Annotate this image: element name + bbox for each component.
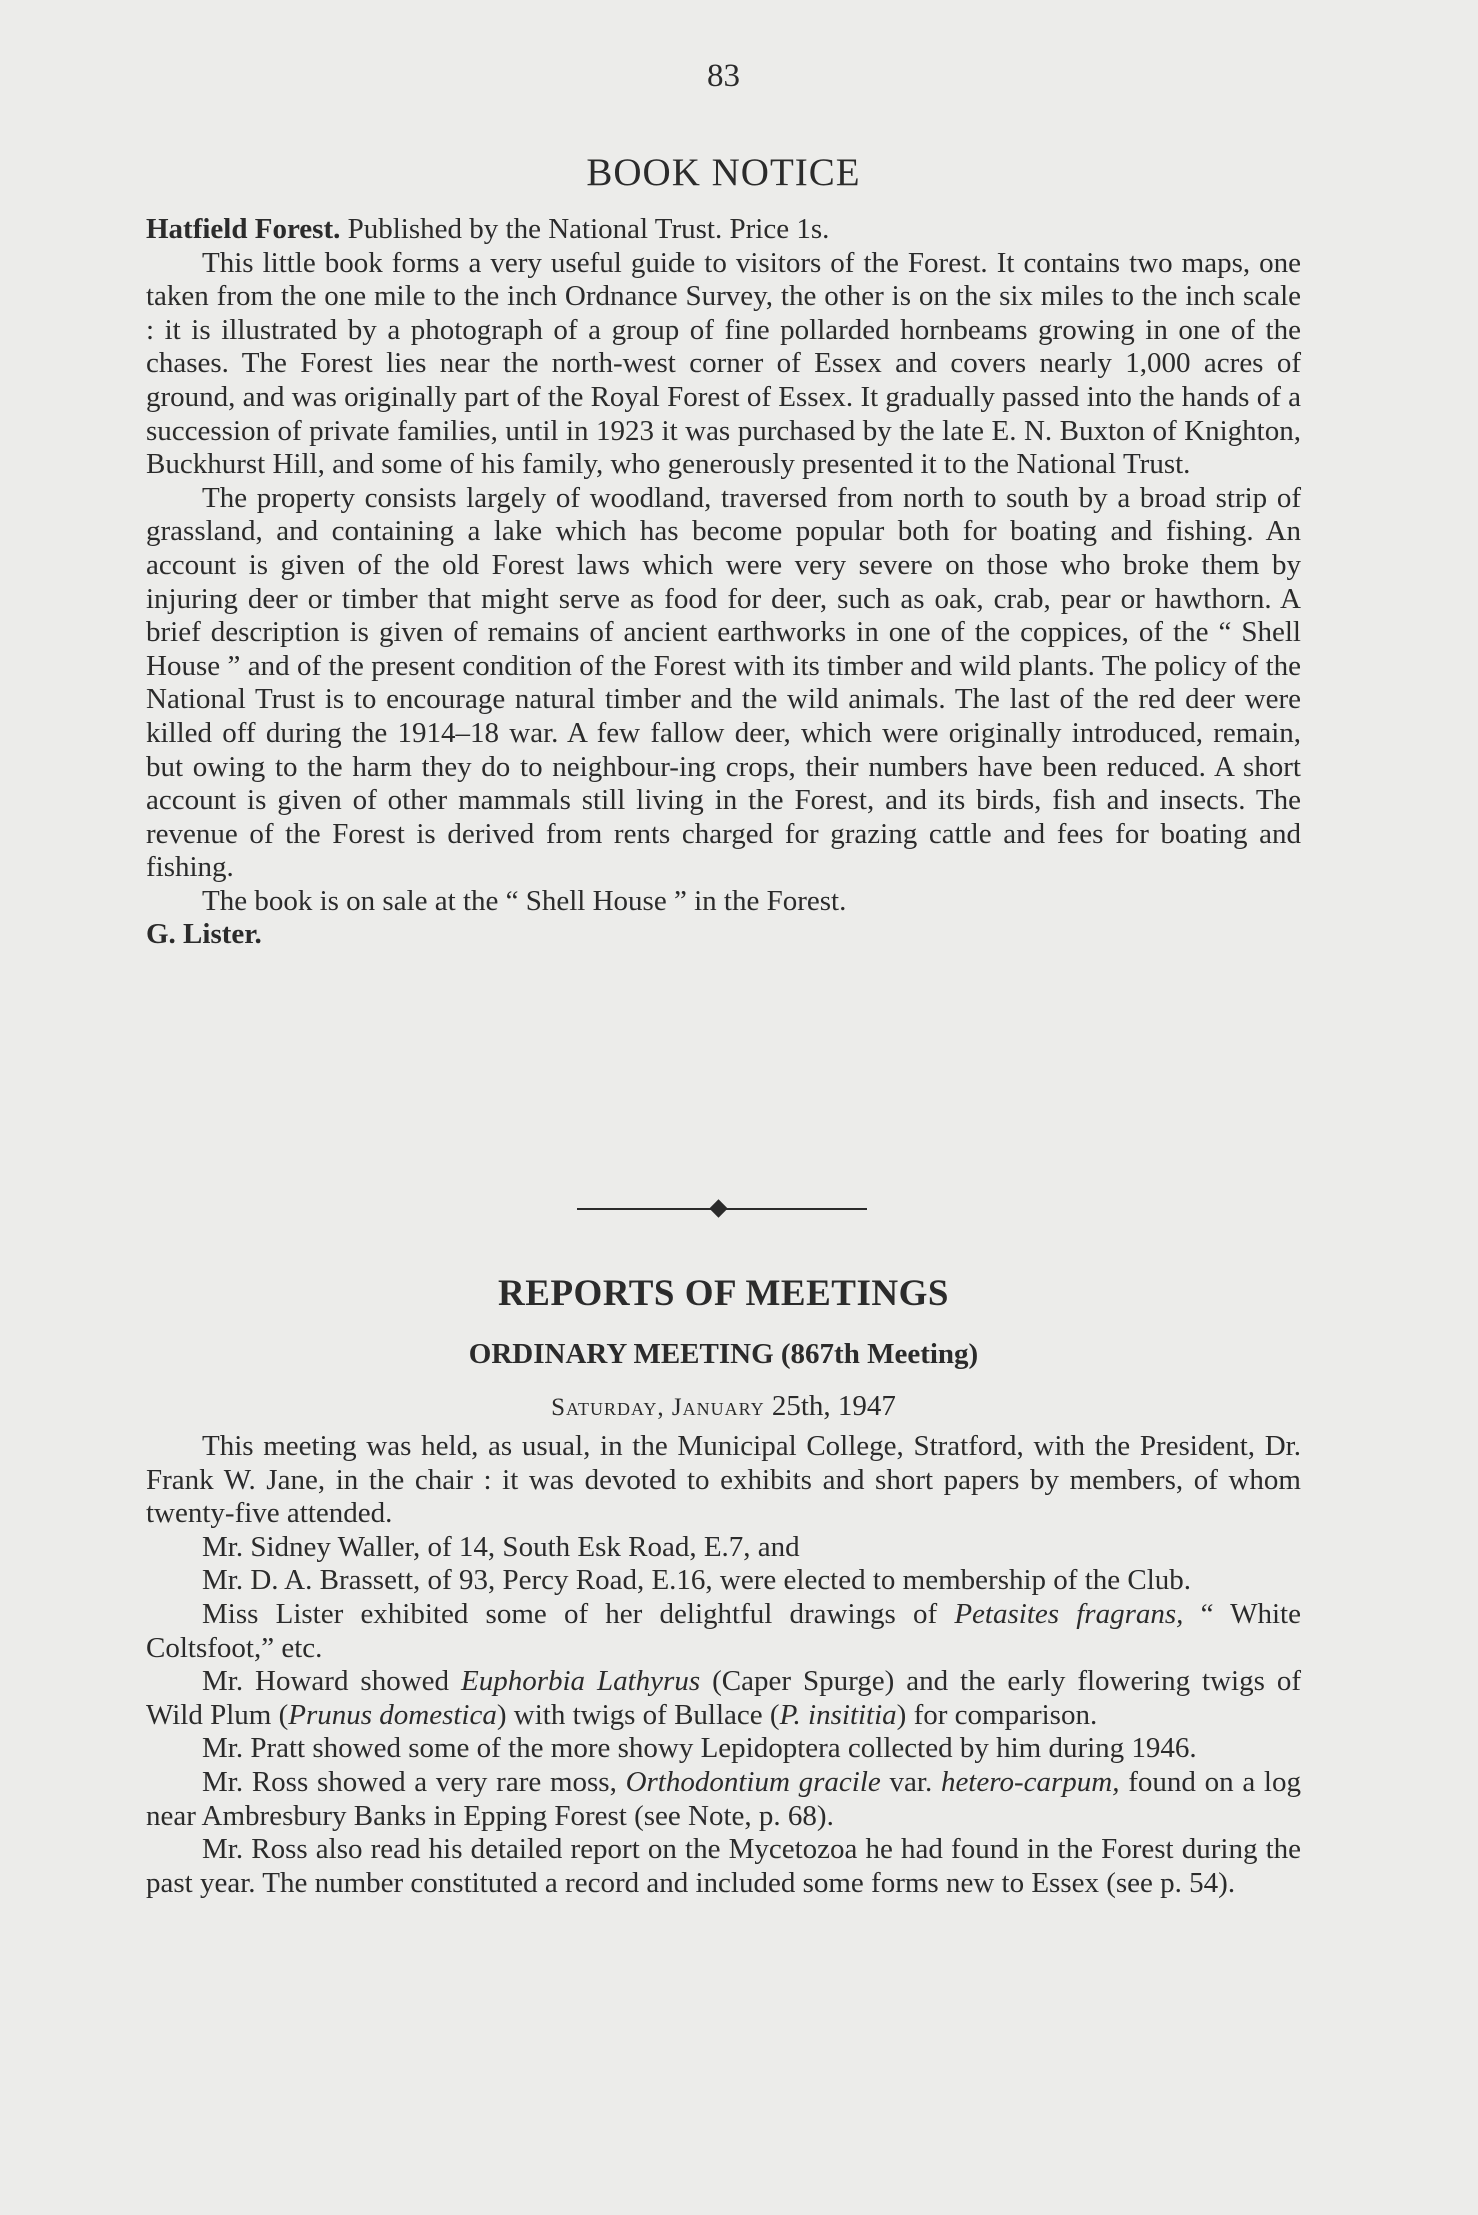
species-name: P. insititia	[779, 1698, 897, 1731]
species-name: Prunus domestica	[288, 1698, 497, 1731]
report-text: “ White Coltsfoot,” etc.	[146, 1597, 1301, 1664]
book-title: Hatfield Forest.	[146, 213, 341, 245]
book-details: Published by the National Trust. Price 1s.	[340, 213, 830, 245]
report-paragraph: Mr. D. A. Brassett, of 93, Percy Road, E.16, were elected to membership of the Club.	[202, 1564, 1192, 1597]
notice-paragraph: The property consists largely of woodland, traversed from north to south by a broad strip of grassland, and containing a lake which has become popular both for boating and fishing. An account is given of the old Forest laws which were very severe on those who broke them by injuring deer or timber that might serve as food for deer, such as oak, crab, pear or hawthorn. A brief description is given of remains of ancient earthworks in one of the coppices, of the “ Shell House ” and of the present condition of the Forest with its timber and wild plants. The policy of the National Trust is to encourage natural timber and the wild animals. The last of the red deer were killed off during the 1914–18 war. A few fallow deer, which were originally introduced, remain, but owing to the harm they do to neighbour-ing crops, their numbers have been reduced. A short account is given of other mammals still living in the Forest, and its birds, fish and insects. The revenue of the Forest is derived from rents charged for grazing cattle and fees for boating and fishing.	[146, 481, 1301, 884]
species-name: Petasites fragrans,	[954, 1597, 1184, 1630]
page-number: 83	[707, 58, 740, 94]
report-text: Mr. Howard showed	[202, 1665, 461, 1698]
report-paragraph: Mr. Pratt showed some of the more showy Lepidoptera collected by him during 1946.	[202, 1732, 1197, 1765]
book-notice-heading: BOOK NOTICE	[586, 151, 861, 194]
meeting-title: ORDINARY MEETING (867th Meeting)	[468, 1338, 979, 1370]
diamond-ornament-icon	[709, 1199, 727, 1217]
notice-paragraph: The book is on sale at the “ Shell House ” in the Forest.	[202, 884, 847, 917]
book-page	[146, 0, 1301, 2215]
section-divider	[577, 1199, 867, 1219]
notice-paragraph: This little book forms a very useful guide to visitors of the Forest. It contains two maps, one taken from the one mile to the inch Ordnance Survey, the other is on the six miles to the inch scale : it is illustrated by a photograph of a group of fine pollarded hornbeams growing in one of the chases. The Forest lies near the north-west corner of Essex and covers nearly 1,000 acres of ground, and was originally part of the Royal Forest of Essex. It gradually passed into the hands of a succession of private families, until in 1923 it was purchased by the late E. N. Buxton of Knighton, Buckhurst Hill, and some of his family, who generously presented it to the National Trust.	[146, 246, 1301, 481]
report-paragraph	[146, 1665, 1301, 1732]
report-text: ) for comparison.	[896, 1698, 1098, 1731]
report-paragraph	[146, 1766, 1301, 1833]
meeting-date	[146, 1390, 1301, 1423]
report-text: Mr. Ross showed a very rare moss,	[202, 1765, 626, 1798]
report-text: Miss Lister exhibited some of her delightful drawings of	[202, 1597, 955, 1630]
book-citation	[146, 213, 1301, 247]
report-text: (Caper Spurge) and the early flowering twigs of Wild Plum (	[146, 1665, 1301, 1731]
notice-signature: G. Lister.	[146, 918, 262, 951]
book-notice-section	[146, 213, 1301, 952]
report-paragraph: Mr. Sidney Waller, of 14, South Esk Road, E.7, and	[202, 1530, 800, 1563]
report-paragraph: Mr. Ross also read his detailed report on the Mycetozoa he had found in the Forest during the past year. The number constituted a record and included some forms new to Essex (see p. 54).	[146, 1833, 1301, 1899]
reports-heading: REPORTS OF MEETINGS	[498, 1273, 949, 1314]
species-name: Orthodontium gracile	[625, 1765, 881, 1798]
meeting-report-section	[146, 1430, 1301, 1900]
species-name: Euphorbia Lathyrus	[460, 1665, 701, 1698]
meeting-date-number: 25th, 1947	[771, 1390, 896, 1422]
report-text: ) with twigs of Bullace (	[496, 1698, 780, 1731]
report-text: var.	[880, 1765, 941, 1798]
species-name: hetero-carpum,	[940, 1765, 1120, 1798]
report-paragraph: This meeting was held, as usual, in the Municipal College, Stratford, with the President, Dr. Frank W. Jane, in the chair : it was devoted to exhibits and short papers by members, of whom twenty-five attended.	[146, 1430, 1301, 1530]
meeting-date-day: Saturday, January	[551, 1394, 772, 1421]
report-text: found on a log near Ambresbury Banks in Epping Forest (see Note, p. 68).	[146, 1765, 1301, 1832]
report-paragraph	[146, 1598, 1301, 1665]
